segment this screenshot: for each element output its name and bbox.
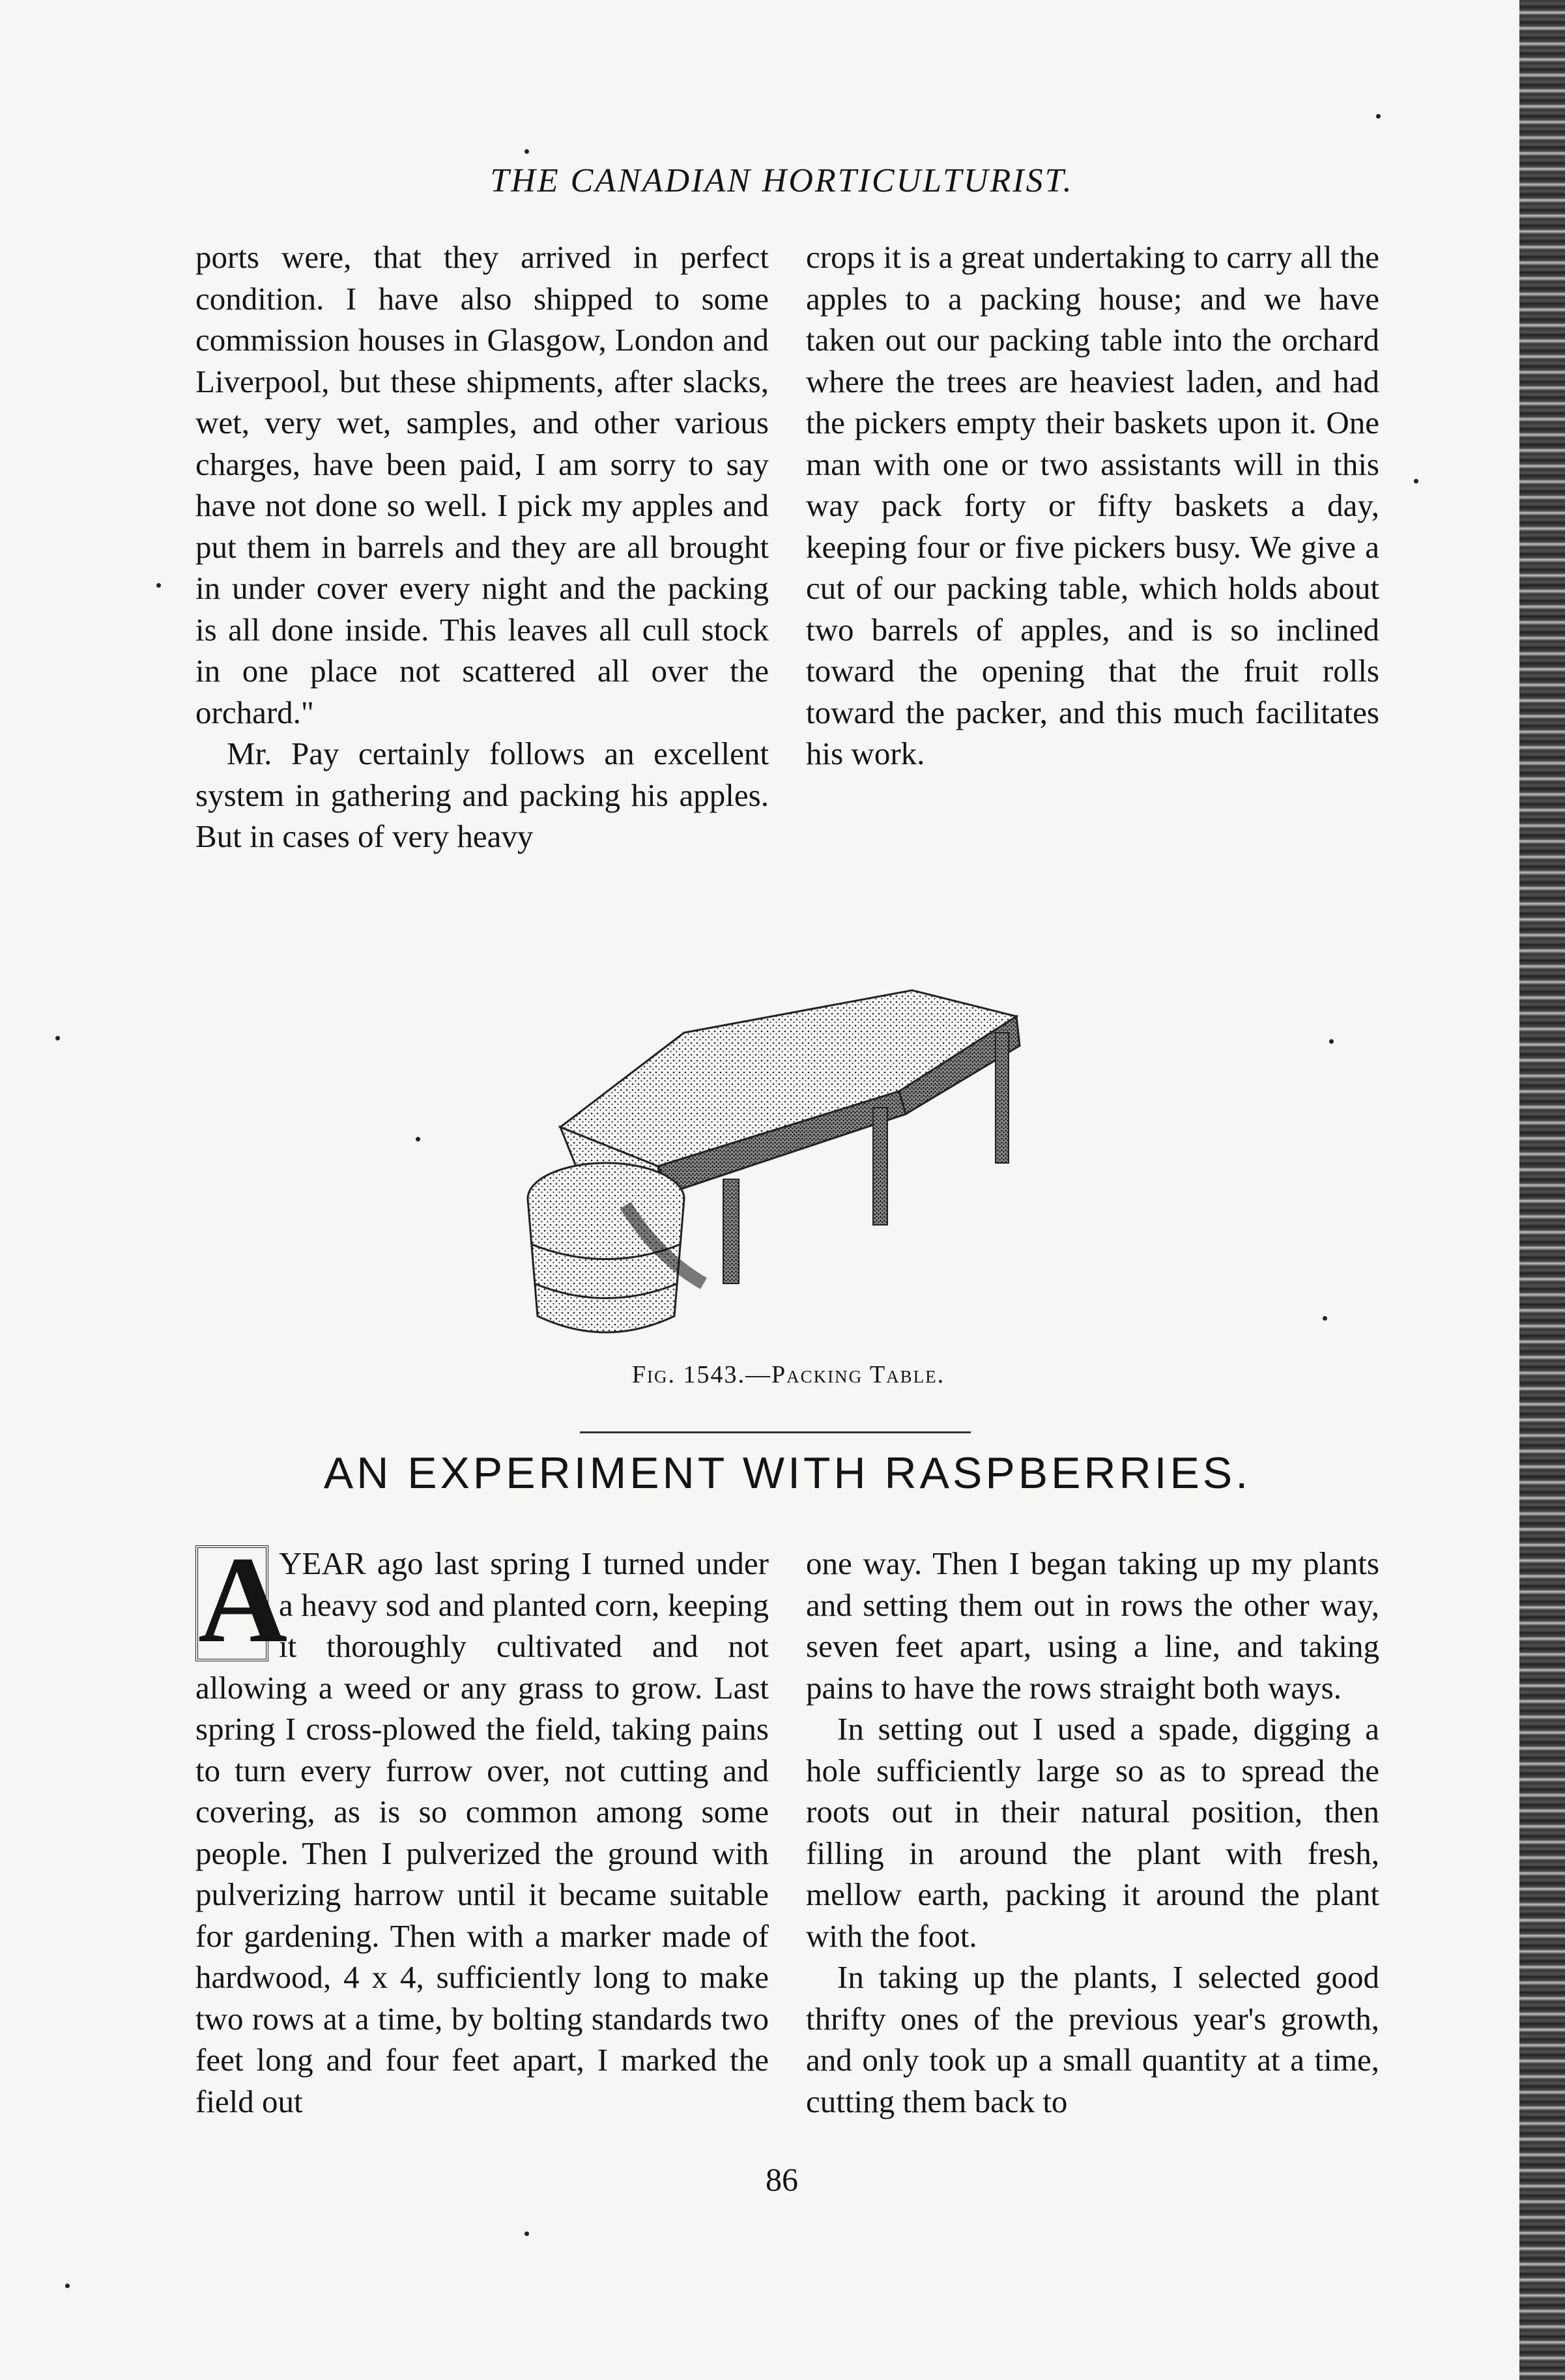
paragraph [195, 1532, 769, 2122]
column-top-left [195, 237, 769, 857]
section-divider [580, 1431, 971, 1433]
page-number: 86 [766, 2161, 798, 2198]
scan-speck [1329, 1039, 1334, 1044]
paragraph: In taking up the plants, I selected good thrifty ones of the previous year's growth, and only took up a small quantity at a time, cutting them back to [806, 1959, 1379, 2119]
figure-caption: Fig. 1543.—Packing Table. [631, 1361, 945, 1388]
scanned-binding-edge [1519, 0, 1565, 2380]
scan-speck [1376, 114, 1381, 119]
packing-table-engraving [508, 919, 1069, 1362]
scan-speck [55, 1036, 60, 1040]
article-headline: AN EXPERIMENT WITH RASPBERRIES. [323, 1448, 1252, 1498]
scan-speck [156, 583, 161, 588]
drop-cap: A [195, 1545, 268, 1661]
running-head: THE CANADIAN HORTICULTURIST. [490, 162, 1074, 199]
paragraph: one way. Then I began taking up my plants and setting them out in rows the other way, seven feet apart, using a line, and taking pains to have the rows straight both ways. [806, 1545, 1379, 1706]
scan-speck [416, 1137, 420, 1141]
column-bottom-right [806, 1543, 1379, 2122]
scan-speck [65, 2284, 70, 2288]
paragraph: crops it is a great undertaking to carry all the apples to a packing house; and we have taken out our packing table into the orchard where the trees are heaviest laden, and had the pickers empty their baskets upon it. One man with one or two assistants will in this way pack forty or fifty baskets a day, keeping four or five pickers busy. We give a cut of our packing table, which holds about two barrels of apples, and is so inclined toward the opening that the fruit rolls toward the packer, and this much facilitates his work. [806, 239, 1379, 771]
scan-speck [524, 149, 529, 154]
packing-table-illustration [508, 919, 1069, 1362]
paragraph: ports were, that they arrived in perfect condition. I have also shipped to some commission houses in Glasgow, London and Liverpool, but these shipments, after slacks, wet, very wet, samples, and other various charges, have been paid, I am sorry to say have not done so well. I pick my apples and put them in barrels and they are all brought in under cover every night and the packing is all done inside. This leaves all cull stock in one place not scattered all over the orchard." [195, 239, 769, 730]
paragraph: In setting out I used a spade, digging a hole sufficiently large so as to spread the roots out in their natural position, then filling in around the plant with fresh, mellow earth, packing it around the plant with the foot. [806, 1711, 1379, 1954]
scan-speck [524, 2231, 529, 2236]
scan-speck [1323, 1316, 1327, 1321]
scan-speck [1414, 479, 1418, 483]
paragraph-text: YEAR ago last spring I turned under a heavy sod and planted corn, keeping it thoroughly cultivated and not allowing a weed or any grass to grow. Last spring I cross-plowed the field, taking pains to turn every furrow over, not cutting and covering, as is so common among some people. Then I pulverized the ground with pulverizing harrow until it became suitable for gardening. Then with a marker made of hardwood, 4 x 4, sufficiently long to make two rows at a time, by bolting standards two feet long and four feet apart, I marked the field out [195, 1545, 769, 2119]
paragraph: Mr. Pay certainly follows an excellent system in gathering and packing his apples. But in cases of very heavy [195, 736, 769, 854]
column-bottom-left [195, 1532, 769, 2122]
column-top-right [806, 237, 1379, 775]
